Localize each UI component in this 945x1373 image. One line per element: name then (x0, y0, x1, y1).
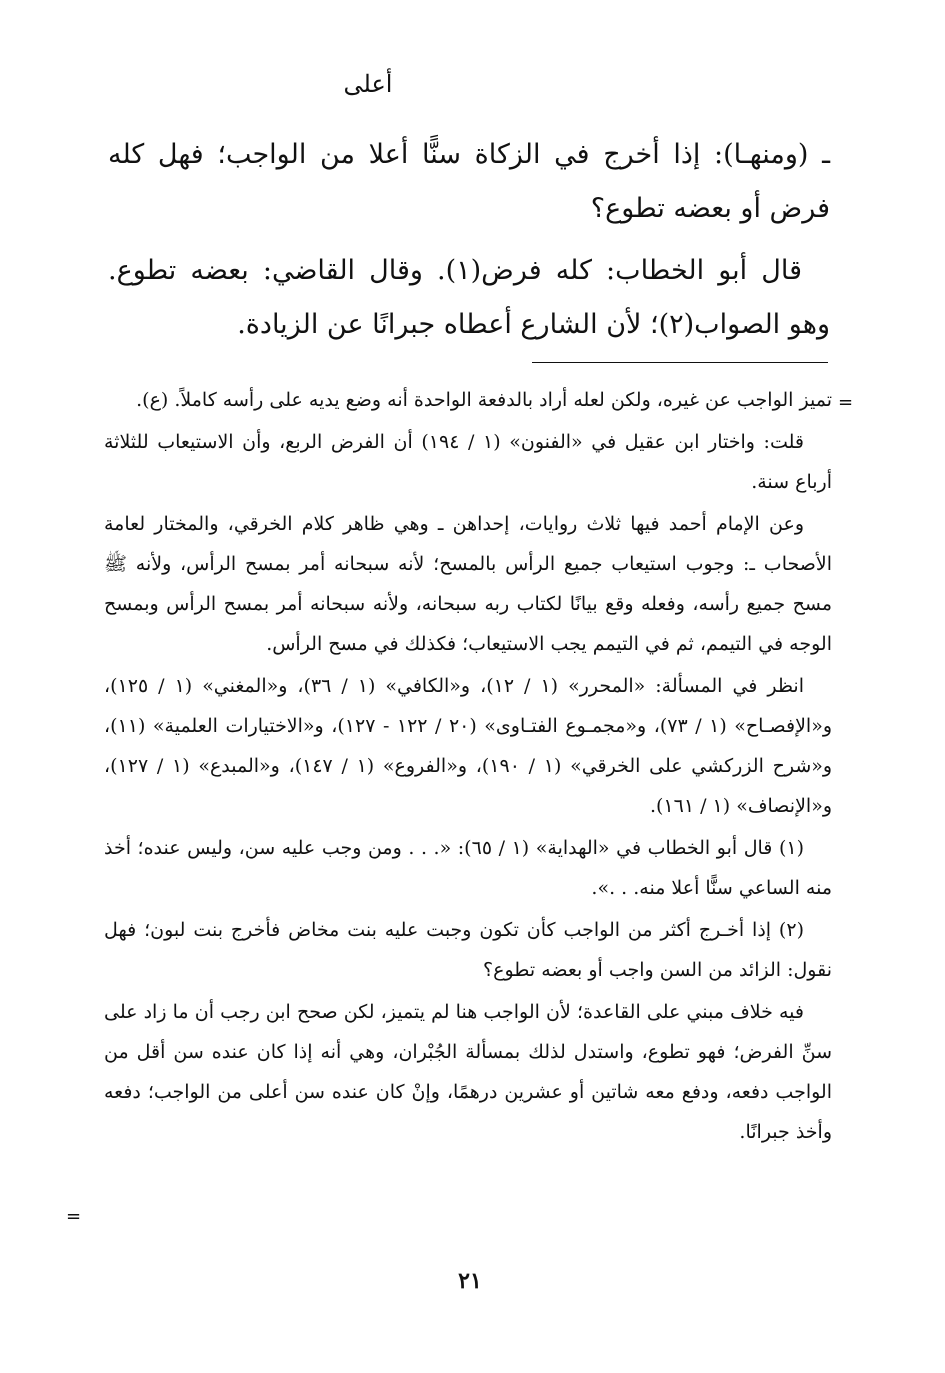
footnote-separator (532, 362, 828, 363)
margin-note: أعلى (343, 70, 393, 98)
footnote-paragraph: وعن الإمام أحمد فيها ثلاث روايات، إحداهن ـ وهي ظاهر كلام الخرقي، والمختار لعامة الأصحاب ـ: وجوب استيعاب جميع الرأس بالمسح؛ لأنه سبحانه أمر بمسح الرأس، ولأنه ﷺ مسح جميع رأسه، وفعله وقع بيانًا لكتاب ربه سبحانه، ولأنه سبحانه أمر بمسح الرأس وبمسح الوجه في التيمم، ثم في التيمم يجب الاستيعاب؛ فكذلك في مسح الرأس. (104, 513, 832, 655)
footnote-references: انظر في المسألة: «المحرر» (١ / ١٢)، و«الكافي» (١ / ٣٦)، و«المغني» (١ / ١٢٥)، و«الإفصـاح» (١ / ٧٣)، و«مجمـوع الفتـاوى» (٢٠ / ١٢٢ - ١٢٧)، و«الاختيارات العلمية» (١١)، و«شرح الزركشي على الخرقي» (١ / ١٩٠)، و«الفروع» (١ / ١٤٧)، و«المبدع» (١ / ١٢٧)، و«الإنصاف» (١ / ١٦١). (104, 675, 833, 817)
continuation-mark-top: = (838, 392, 854, 413)
footnote-1: (١) قال أبو الخطاب في «الهداية» (١ / ٦٥): «. . . ومن وجب عليه سن، وليس عنده؛ أخذ منه الساعي سنًّا أعلا منه. . .». (104, 837, 832, 899)
main-paragraph-2: قال أبو الخطاب: كله فرض(١). وقال القاضي: بعضه تطوع. وهو الصواب(٢)؛ لأن الشارع أعطاه جبرانًا عن الزيادة. (108, 255, 830, 340)
footnote-continuation: تميز الواجب عن غيره، ولكن لعله أراد بالدفعة الواحدة أنه وضع يديه على رأسه كاملاً. (ع). (136, 389, 832, 411)
main-paragraph-1: ـ (ومنهـا): إذا أخرج في الزكاة سنًّا أعلا من الواجب؛ فهل كله فرض أو بعضه تطوع؟ (108, 139, 830, 224)
page-number: ٢١ (458, 1268, 482, 1294)
main-text (108, 128, 830, 360)
footnotes (104, 380, 832, 1154)
footnote-2-continued: فيه خلاف مبني على القاعدة؛ لأن الواجب هنا لم يتميز، لكن صحح ابن رجب أن ما زاد على سنِّ الفرض؛ فهو تطوع، واستدل لذلك بمسألة الجُبْران، وهي أنه إذا كان عنده سن أقل من الواجب دفعه، ودفع معه شاتين أو عشرين درهمًا، وإنْ كان عنده سن أعلى من الواجب؛ دفعه وأخذ جبرانًا. (104, 1001, 832, 1143)
footnote-2: (٢) إذا أخـرج أكثر من الواجب كأن تكون وجبت عليه بنت مخاض فأخرج بنت لبون؛ فهل نقول: الزائد من السن واجب أو بعضه تطوع؟ (104, 919, 832, 981)
footnote-paragraph: قلت: واختار ابن عقيل في «الفنون» (١ / ١٩٤) أن الفرض الربع، وأن الاستيعاب للثلاثة أرباع سنة. (104, 431, 832, 493)
continuation-mark-bottom: = (66, 1206, 82, 1227)
